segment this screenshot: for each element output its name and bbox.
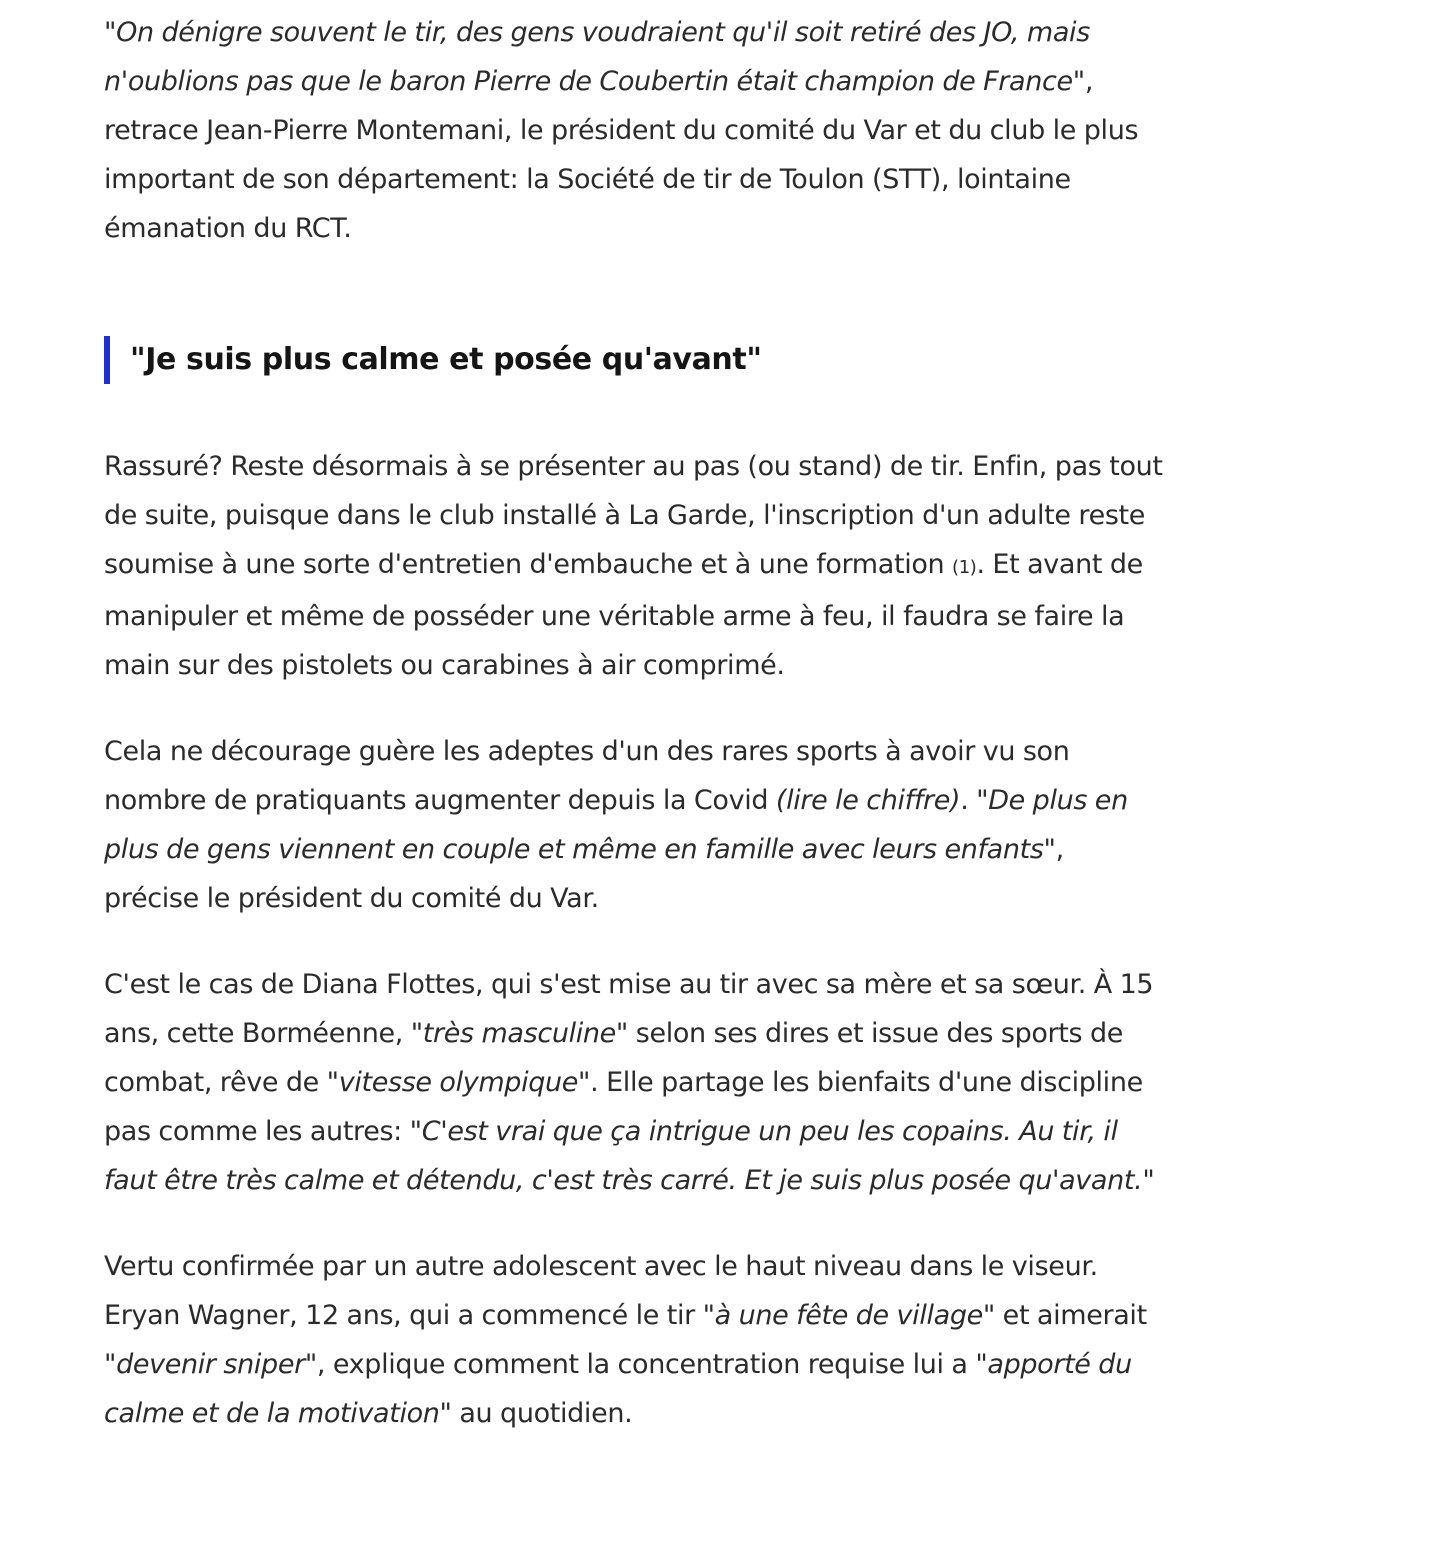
quote-famille: "De plus en plus de gens viennent en couple et même en famille avec leurs enfants" — [104, 785, 1128, 865]
aside-lire-le-chiffre: (lire le chiffre) — [775, 785, 961, 816]
quote-calme-motivation: "apporté du calme et de la motivation" — [104, 1349, 1132, 1429]
spacer — [104, 253, 1164, 336]
article-body — [104, 8, 1164, 1438]
section-heading-text: "Je suis plus calme et posée qu'avant" — [130, 342, 762, 377]
paragraph-2-text-b: . Et avant de manipuler et même de posséder une véritable arme à feu, il faudra se faire la main sur des pistolets ou carabines à air comprimé. — [104, 549, 1143, 681]
quote-vitesse-olympique: "vitesse olympique" — [326, 1067, 591, 1098]
quote-montemani: "On dénigre souvent le tir, des gens voudraient qu'il soit retiré des JO, mais n'oublions pas que le baron Pierre de Coubertin était champion de France" — [104, 17, 1090, 97]
paragraph-4-text-c: . Elle partage les bienfaits d'une discipline pas comme les autres: — [104, 1067, 1143, 1147]
quote-fete-de-village: "à une fête de village" — [702, 1300, 995, 1331]
paragraph-2 — [104, 442, 1164, 690]
paragraph-1-text: , retrace Jean-Pierre Montemani, le président du comité du Var et du club le plus important de son département: la Société de tir de Toulon (STT), lointaine émanation du RCT. — [104, 66, 1139, 244]
paragraph-5-text-c: , explique comment la concentration requise lui a — [316, 1349, 976, 1380]
paragraph-5-text-d: au quotidien. — [451, 1398, 633, 1429]
paragraph-3-text-b: . — [960, 785, 977, 816]
paragraph-4 — [104, 960, 1164, 1205]
quote-tres-masculine: "très masculine" — [410, 1018, 629, 1049]
spacer — [104, 1205, 1164, 1242]
paragraph-2-text-a: Rassuré? Reste désormais à se présenter au pas (ou stand) de tir. Enfin, pas tout de suite, puisque dans le club installé à La Garde, l'inscription d'un adulte reste soumise à une sorte d'entretien d'embauche et à une formation — [104, 451, 1163, 580]
spacer — [104, 690, 1164, 727]
section-heading — [104, 336, 1164, 384]
spacer — [104, 923, 1164, 960]
paragraph-3-text-c: , précise le président du comité du Var. — [104, 834, 1064, 914]
paragraph-1 — [104, 8, 1164, 253]
paragraph-5 — [104, 1242, 1164, 1438]
paragraph-4-text-b: selon ses dires et issue des sports de combat, rêve de — [104, 1018, 1124, 1098]
heading-accent-bar — [104, 336, 110, 384]
paragraph-4-text-a: C'est le cas de Diana Flottes, qui s'est mise au tir avec sa mère et sa sœur. À 15 ans, cette Borméenne, — [104, 969, 1154, 1049]
paragraph-3 — [104, 727, 1164, 923]
paragraph-3-text-a: Cela ne décourage guère les adeptes d'un des rares sports à avoir vu son nombre de pratiquants augmenter depuis la Covid — [104, 736, 1070, 816]
quote-diana: "C'est vrai que ça intrigue un peu les copains. Au tir, il faut être très calme et détendu, c'est très carré. Et je suis plus posée qu'avant." — [104, 1116, 1155, 1196]
quote-devenir-sniper: "devenir sniper" — [104, 1349, 317, 1380]
paragraph-5-text-a: Vertu confirmée par un autre adolescent avec le haut niveau dans le viseur. Eryan Wagner, 12 ans, qui a commencé le tir — [104, 1251, 1098, 1331]
paragraph-5-text-b: et aimerait — [994, 1300, 1147, 1331]
spacer — [104, 384, 1164, 442]
footnote-marker: (1) — [952, 557, 977, 578]
